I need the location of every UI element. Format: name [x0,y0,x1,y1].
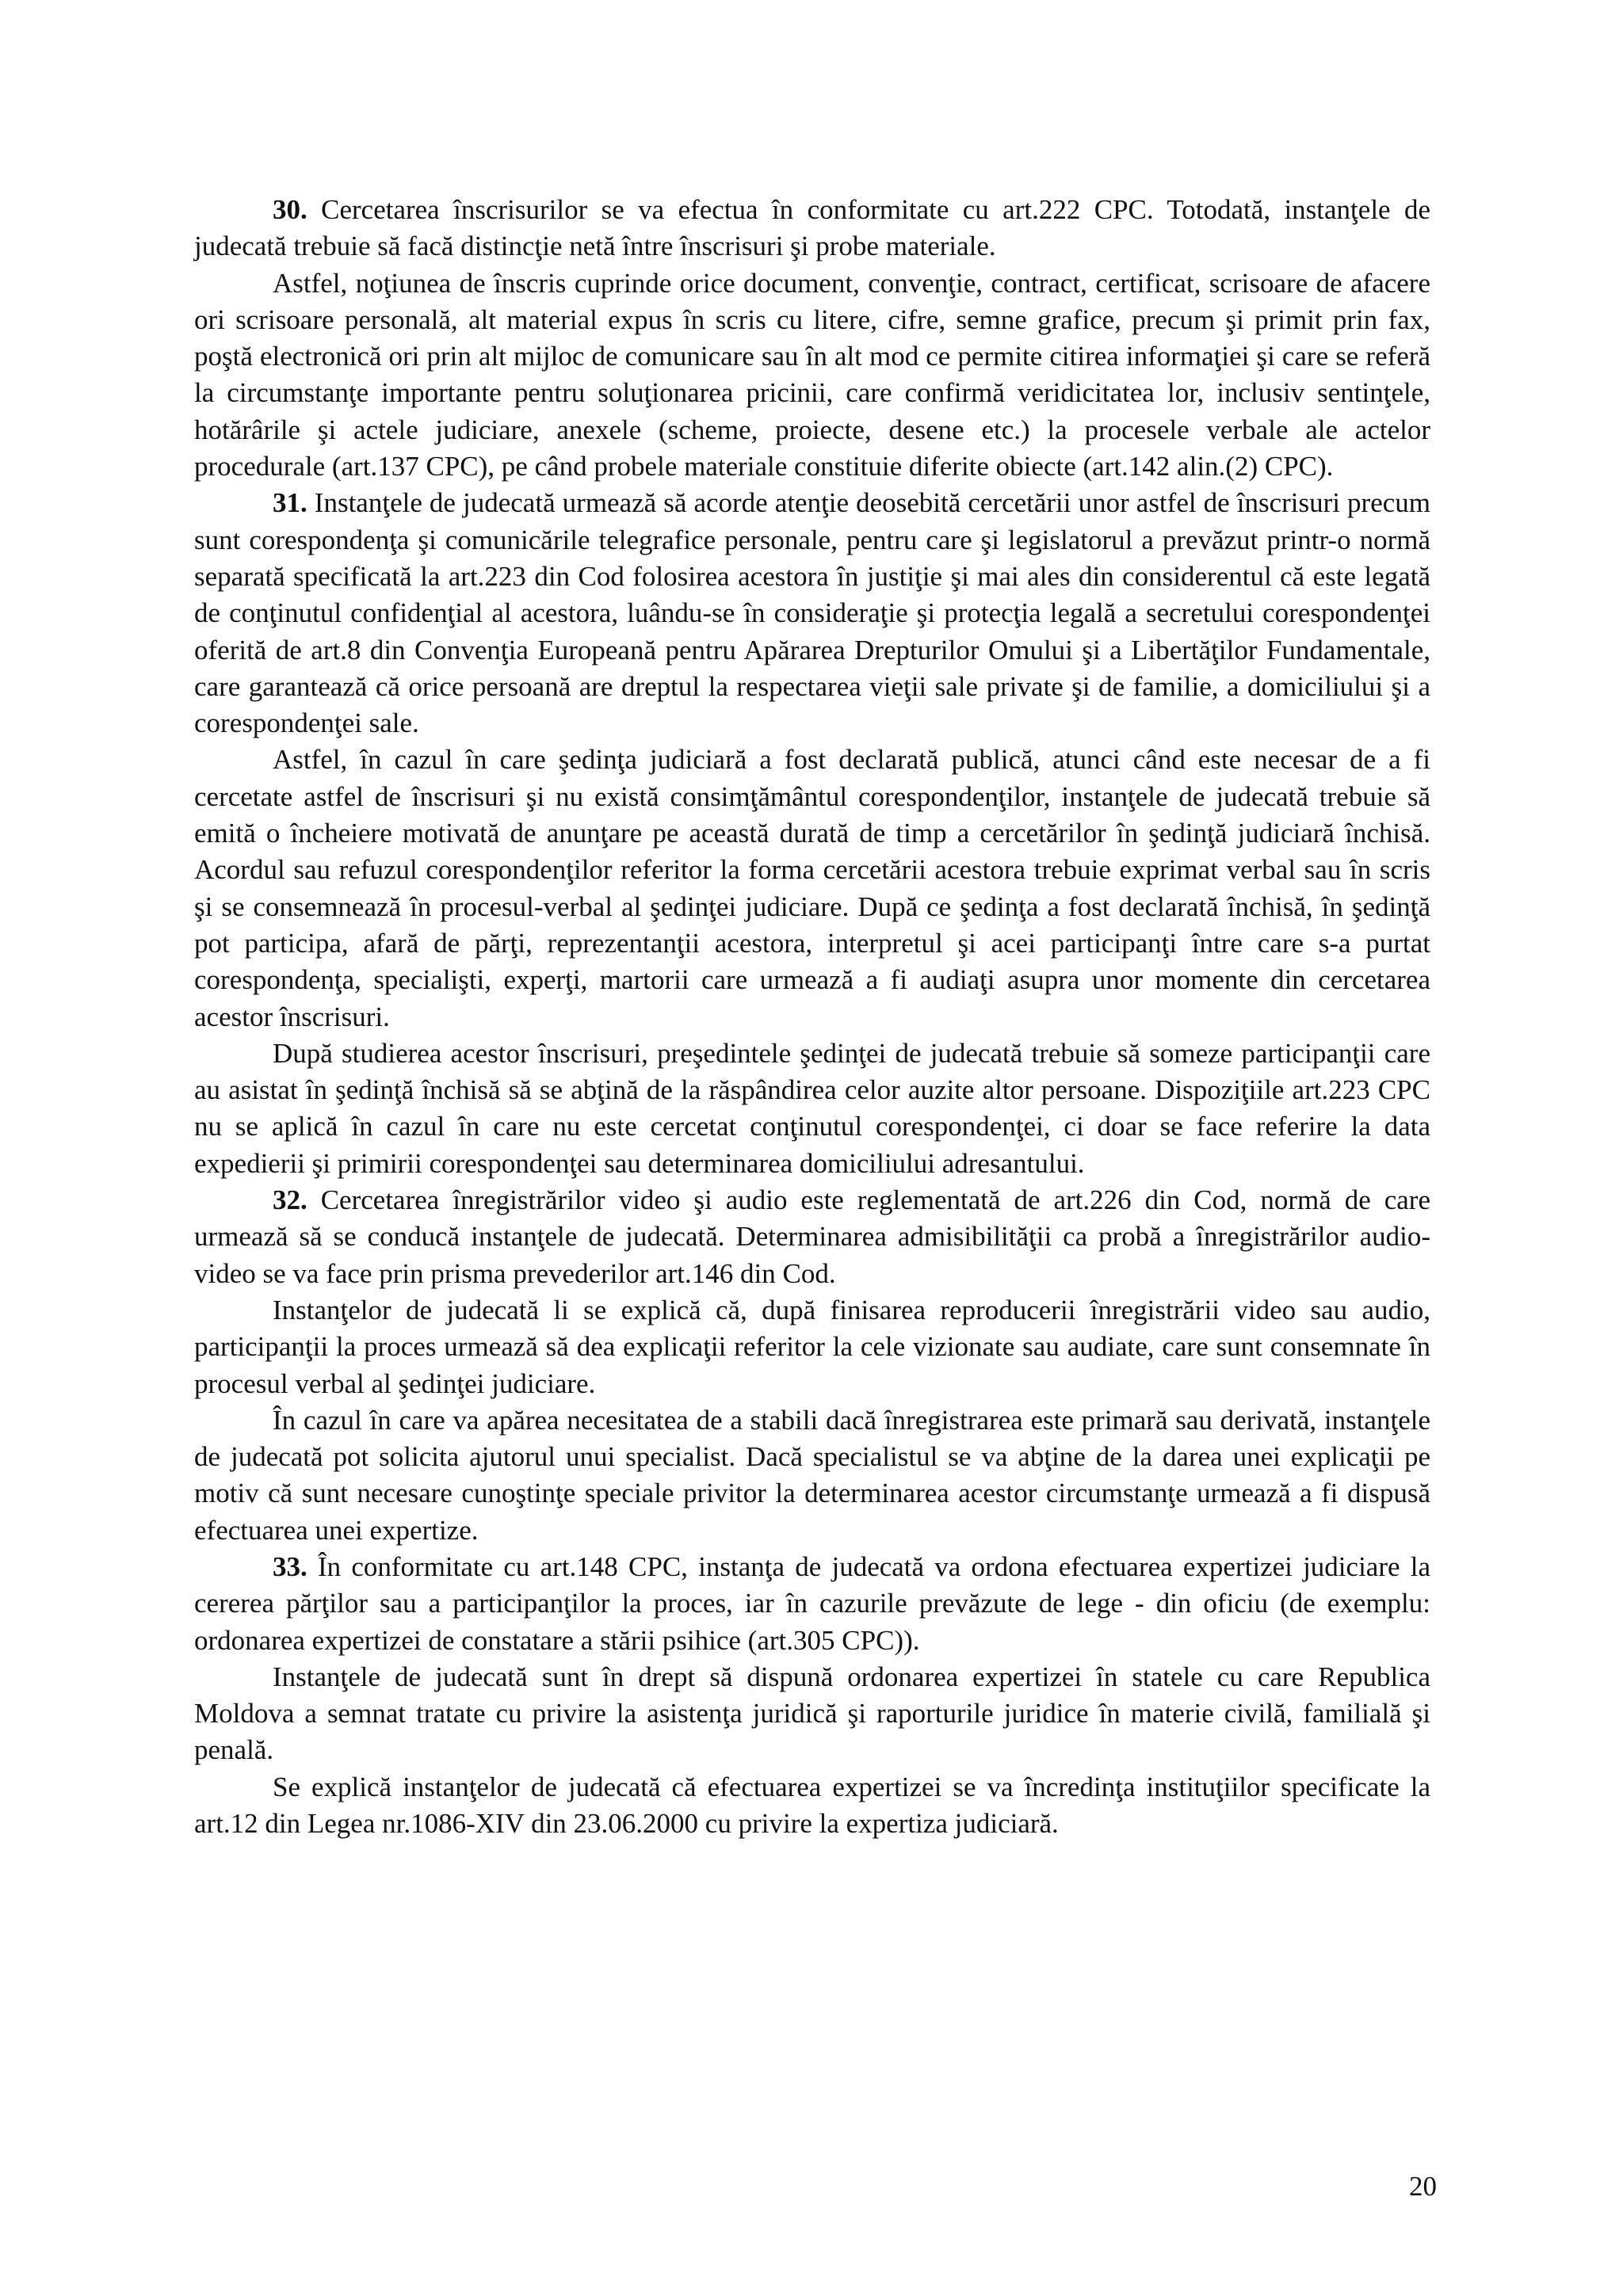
paragraph-text: Instanţele de judecată sunt în drept să dispună ordonarea expertizei în statele cu care Republica Moldova a semnat tratate cu privire la asistenţa juridică şi raporturile juridice în materie civilă, familială şi penală. [194,1661,1430,1766]
paragraph-number: 32. [273,1184,307,1216]
paragraph-text: În conformitate cu art.148 CPC, instanţa de judecată va ordona efectuarea expertizei judiciare la cererea părţilor sau a participanţilor la proces, iar în cazurile prevăzute de lege - din oficiu (de exemplu: ordonarea expertizei de constatare a stării psihice (art.305 CPC)). [194,1550,1430,1656]
paragraph-text: După studierea acestor înscrisuri, preşedintele şedinţei de judecată trebuie să someze participanţii care au asistat în şedinţă închisă să se abţină de la răspândirea celor auzite altor persoane. Dispoziţiile art.223 CPC nu se aplică în cazul în care nu este cercetat conţinutul corespondenţei, ci doar se face referire la data expedierii şi primirii corespondenţei sau determinarea domiciliului adresantului. [194,1037,1430,1179]
document-body [194,192,1430,1842]
paragraph-31-cont-1 [194,742,1430,1035]
paragraph-32 [194,1182,1430,1292]
paragraph-30-cont [194,265,1430,486]
paragraph-number: 33. [273,1550,307,1582]
paragraph-31-cont-2 [194,1035,1430,1182]
paragraph-text: În cazul în care va apărea necesitatea de a stabili dacă înregistrarea este primară sau derivată, instanţele de judecată pot solicita ajutorul unui specialist. Dacă specialistul se va abţine de la darea unei explicaţii pe motiv că sunt necesare cunoştinţe speciale privitor la determinarea acestor circumstanţe urmează a fi dispusă efectuarea unei expertize. [194,1404,1430,1546]
paragraph-text: Cercetarea înregistrărilor video şi audio este reglementată de art.226 din Cod, normă de care urmează să se conducă instanţele de judecată. Determinarea admisibilităţii ca probă a înregistrărilor audio-video se va face prin prisma prevederilor art.146 din Cod. [194,1184,1430,1289]
paragraph-30 [194,192,1430,265]
paragraph-number: 31. [273,487,307,519]
page-number: 20 [1409,2171,1437,2202]
paragraph-32-cont-1 [194,1292,1430,1402]
paragraph-text: Instanţele de judecată urmează să acorde atenţie deosebită cercetării unor astfel de înscrisuri precum sunt corespondenţa şi comunicările telegrafice personale, pentru care şi legislatorul a prevăzut printr-o normă separată specificată la art.223 din Cod folosirea acestora în justiţie şi mai ales din considerentul că este legată de conţinutul confidenţial al acestora, luându-se în consideraţie şi protecţia legală a secretului corespondenţei oferită de art.8 din Convenţia Europeană pentru Apărarea Drepturilor Omului şi a Libertăţilor Fundamentale, care garantează că orice persoană are dreptul la respectarea vieţii sale private şi de familie, a domiciliului şi a corespondenţei sale. [194,487,1430,739]
paragraph-31 [194,485,1430,742]
paragraph-33-cont-1 [194,1659,1430,1769]
paragraph-text: Se explică instanţelor de judecată că efectuarea expertizei se va încredinţa instituţiilor specificate la art.12 din Legea nr.1086-XIV din 23.06.2000 cu privire la expertiza judiciară. [194,1771,1430,1840]
paragraph-text: Cercetarea înscrisurilor se va efectua în conformitate cu art.222 CPC. Totodată, instanţele de judecată trebuie să facă distincţie netă între înscrisuri şi probe materiale. [194,194,1430,262]
paragraph-text: Astfel, în cazul în care şedinţa judiciară a fost declarată publică, atunci când este necesar de a fi cercetate astfel de înscrisuri şi nu există consimţământul corespondenţilor, instanţele de judecată trebuie să emită o încheiere motivată de anunţare pe această durată de timp a cercetărilor în şedinţă judiciară închisă. Acordul sau refuzul corespondenţilor referitor la forma cercetării acestora trebuie exprimat verbal sau în scris şi se consemnează în procesul-verbal al şedinţei judiciare. După ce şedinţa a fost declarată închisă, în şedinţă pot participa, afară de părţi, reprezentanţii acestora, interpretul şi acei participanţi între care s-a purtat corespondenţa, specialişti, experţi, martorii care urmează a fi audiaţi asupra unor momente din cercetarea acestor înscrisuri. [194,744,1430,1032]
paragraph-number: 30. [273,194,307,225]
paragraph-text: Astfel, noţiunea de înscris cuprinde orice document, convenţie, contract, certificat, scrisoare de afacere ori scrisoare personală, alt material expus în scris cu litere, cifre, semne grafice, precum şi primit prin fax, poştă electronică ori prin alt mijloc de comunicare sau în alt mod ce permite citirea informaţiei şi care se referă la circumstanţe importante pentru soluţionarea pricinii, care confirmă veridicitatea lor, inclusiv sentinţele, hotărârile şi actele judiciare, anexele (scheme, proiecte, desene etc.) la procesele verbale ale actelor procedurale (art.137 CPC), pe când probele materiale constituie diferite obiecte (art.142 alin.(2) CPC). [194,267,1430,482]
paragraph-33-cont-2 [194,1769,1430,1843]
paragraph-33 [194,1549,1430,1659]
paragraph-text: Instanţelor de judecată li se explică că, după finisarea reproducerii înregistrării video sau audio, participanţii la proces urmează să dea explicaţii referitor la cele vizionate sau audiate, care sunt consemnate în procesul verbal al şedinţei judiciare. [194,1294,1430,1399]
paragraph-32-cont-2 [194,1402,1430,1549]
